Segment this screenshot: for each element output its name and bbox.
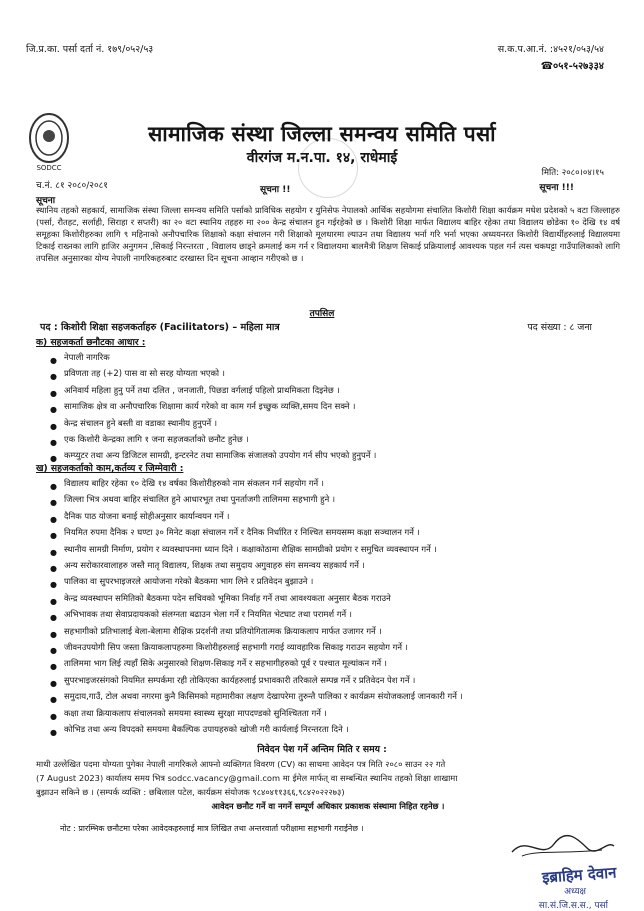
- bullet-icon: ●: [50, 646, 57, 656]
- bullet-icon: ●: [50, 728, 57, 738]
- bullet-icon: ●: [50, 372, 57, 382]
- phone-number: ☎०५१-५२७३३४: [540, 61, 604, 72]
- bullet-icon: ●: [50, 547, 57, 557]
- notice-date: मिति: २०८०।०४।१५: [541, 168, 604, 178]
- bullet-icon: ●: [50, 405, 57, 415]
- responsibilities-list: [50, 475, 463, 738]
- list-item-text: अन्य सरोकारवालाहरु जस्तै मातृ विद्यालय, शिक्षक तथा समुदाय अगुवाहरु संग समन्वय सहकार्य गर्ने ।: [64, 560, 365, 571]
- notice-title-left: सूचना: [36, 196, 56, 206]
- bullet-icon: ●: [50, 498, 57, 508]
- bullet-icon: ●: [50, 454, 57, 464]
- intro-paragraph: स्थानिय तहको सहकार्य, सामाजिक संस्था जिल्ला समन्वय समिति पर्साको प्राविधिक सहयोग र युनिसेफ नेपालको आर्थिक सहयोगमा संचालित किशोरी शिक्षा कार्यक्रम मधेश प्रदेशको ५ वटा जिल्लाहरु (पर्सा, रौतहट, सर्लाही, सिराहा र सप्तरी) का २० वटा स्थानिय तहहरु मा २०० केन्द्र संचालन हुन गईरहेको छ । किशोरी शिक्षा मार्फत विद्यालय बाहिर रहेका तथा विद्यालय छोडेका १० देखि १४ वर्ष समूहका किशोरीहरुका लागि ९ महिनाको अनौपचारिक शिक्षाको कक्षा संचालन गरी शिक्षाको मूलधारमा ल्याउन तथा विद्यालय भर्ना गरि भर्ना भएका अध्ययनरत किशोरी विद्यार्थीहरुलाई विद्यालयमा टिकाई राख्नका लागि हाजिर अनुगमन ,सिकाई निरन्तरता , विद्यालय छाड्ने क्रमलाई कम गर्न र विद्यालयमा बालमैत्री शिक्षण सिकाई प्रक्रियालाई आवश्यक पहल गर्न त्यस चकघट्टा गाउँपालिकाको लागि तपसिल अनुसारका योग्य नेपाली नागरिकहरुबाट दरखास्त दिन सूचना आव्हान गरीएको छ ।: [36, 205, 620, 263]
- list-item: [50, 524, 463, 540]
- list-item: [50, 721, 463, 737]
- list-item-text: एक किशोरी केन्द्रका लागि १ जना सहजकर्ताको छनौट हुनेछ ।: [64, 434, 249, 445]
- bullet-icon: ●: [50, 711, 57, 721]
- list-item-text: स्थानीय सामग्री निर्माण, प्रयोग र व्यवस्थापनमा ध्यान दिने । कक्षाकोठामा शैक्षिक सामग्रीको प्रयोग र समुचित व्यवस्थापन गर्ने ।: [64, 543, 437, 554]
- list-item: [50, 398, 376, 414]
- list-item-text: सामाजिक क्षेत्र वा अनौपचारिक शिक्षामा कार्य गरेको वा काम गर्न इच्छुक व्यक्ति,समय दिन सक्ने ।: [64, 401, 356, 412]
- bullet-icon: ●: [50, 564, 57, 574]
- list-item-text: विद्यालय बाहिर रहेका १० देखि १४ वर्षका किशोरीहरुको नाम संकलन गर्न सहयोग गर्ने ।: [64, 478, 324, 488]
- organization-address: वीरगंज म.न.पा. १४, राधेमाई: [246, 150, 398, 166]
- bullet-icon: ●: [50, 438, 57, 448]
- organization-name: सामाजिक संस्था जिल्ला समन्वय समिति पर्सा: [148, 122, 496, 146]
- reference-number: च.नं. ८१ २०८०/२०८१: [36, 181, 108, 191]
- list-item: [50, 557, 463, 573]
- note-text: नोट : प्रारम्भिक छनौटमा परेका आवेदकहरुलाई मात्र लिखित तथा अन्तरवार्ता परीक्षामा सहभागी गराईनेछ ।: [60, 824, 364, 833]
- list-item: [50, 705, 463, 721]
- bullet-icon: ●: [50, 695, 57, 705]
- list-item: [50, 415, 376, 431]
- deadline-line-3: बुझाउन सकिने छ । (सम्पर्क व्यक्ति : छबिलाल पटेल, कार्यक्रम संयोजक ९८४०४११३६६,९८४२०२२२७३): [36, 787, 345, 797]
- details-heading: तपसिल: [309, 309, 335, 319]
- bullet-icon: ●: [50, 629, 57, 639]
- list-item: [50, 573, 463, 589]
- list-item: [50, 590, 463, 606]
- list-item-text: दैनिक पाठ योजना बनाई सोहीअनुसार कार्यान्वयन गर्ने ।: [64, 510, 230, 521]
- list-item: [50, 606, 463, 622]
- signatory-name: इब्राहिम देवान: [541, 863, 617, 887]
- bullet-icon: ●: [50, 613, 57, 623]
- logo-text: SODCC: [36, 164, 62, 172]
- deadline-heading: निवेदन पेश गर्ने अन्तिम मिति र समय :: [257, 744, 387, 755]
- deadline-line-2: (7 August 2023) कार्यालय समय भित्र sodcc.vacancy@gmail.com मा ईमेल मार्फत् वा सम्बन्धित स्थानिय तहको शिक्षा शाखामा: [36, 773, 458, 783]
- list-item: [50, 508, 463, 524]
- list-item-text: केन्द्र व्यवस्थापन समितिको बैठकमा पदेन सचिवको भूमिका निर्वाह गर्ने तथा आवश्यकता अनुसार बैठक गराउने: [64, 592, 391, 603]
- list-item: [50, 688, 463, 704]
- list-item-text: कक्षा तथा क्रियाकलाप संचालनको समयमा स्वास्थ्य सुरक्षा मापदण्डको सुनिश्चितता गर्ने ।: [64, 707, 327, 718]
- list-item: [50, 491, 463, 507]
- bullet-icon: ●: [50, 388, 57, 398]
- list-item: [50, 655, 463, 671]
- signatory-title: अध्यक्ष: [564, 887, 586, 897]
- notice-title-right: सूचना !!!: [539, 183, 574, 193]
- registration-number-right: स.क.प.आ.नं. :४५२१/०५३/५४: [497, 44, 604, 55]
- list-item: [50, 541, 463, 557]
- registration-number-left: जि.प्र.का. पर्सा दर्ता नं. १७९/०५२/५३: [26, 44, 154, 55]
- list-item-text: तालिममा भाग लिई त्यहाँ सिके अनुसारको शिक्षण-सिकाइ गर्ने र सहभागीहरुको पूर्व र पश्चात मूल्यांकन गर्ने ।: [64, 658, 387, 669]
- list-item-text: अनिवार्य महिला हुनु पर्ने तथा दलित , जनजाती, पिछडा वर्गलाई पहिलो प्राथमिकता दिइनेछ ।: [64, 384, 340, 395]
- list-item-text: समुदाय,गाउँ, टोल अथवा नगरमा कुनै किसिमको महामारीका लक्षण देखापरेमा तुरुन्तै पालिका र कार्यक्रम संयोजकलाई जानकारी गर्ने ।: [64, 691, 463, 702]
- list-item: [50, 349, 376, 365]
- list-item: [50, 672, 463, 688]
- list-item-text: पालिका वा सुपरभाइजरले आयोजना गरेको बैठकमा भाग लिने र प्रतिवेदन बुझाउने ।: [64, 576, 314, 587]
- deadline-line-4: आवेदन छनौट गर्ने वा नगर्ने सम्पूर्ण अधिकार प्रकाशक संस्थामा निहित रहनेछ ।: [211, 801, 445, 811]
- post-title: पद : किशोरी शिक्षा सहजकर्ताहरु (Facilitators) – महिला मात्र: [40, 322, 280, 333]
- eligibility-list: [50, 349, 376, 464]
- list-item-text: कोभिड तथा अन्य विपदको समयमा बैकल्पिक उपायहरुको खोजी गरी कार्यलाई निरन्तरता दिने ।: [64, 724, 349, 735]
- bullet-icon: ●: [50, 531, 57, 541]
- list-item-text: सहभागीको प्रतिभालाई बेला-बेलामा शैक्षिक प्रदर्शनी तथा प्रतियोगितात्मक क्रियाकलाप मार्फत उजागर गर्ने ।: [64, 625, 382, 636]
- list-item-text: नेपाली नागरिक: [64, 352, 110, 362]
- deadline-paragraph: [36, 757, 620, 813]
- bullet-icon: ●: [50, 580, 57, 590]
- notice-title-center: सूचना !!: [260, 185, 291, 195]
- list-item-text: केन्द्र संचालन हुने बस्ती वा वडाका स्थानीय हुनुपर्ने ।: [64, 417, 218, 428]
- bullet-icon: ●: [50, 514, 57, 524]
- list-item-text: कम्प्युटर तथा अन्य डिजिटल सामग्री, इन्टरनेट तथा सामाजिक संजालको उपयोग गर्न सीप भएको हुनुपर्ने ।: [64, 450, 377, 461]
- bullet-icon: ●: [50, 356, 57, 365]
- bullet-icon: ●: [50, 662, 57, 672]
- list-item: [50, 382, 376, 398]
- list-item: [50, 639, 463, 655]
- list-item-text: नियमित रुपमा दैनिक २ घण्टा ३० मिनेट कक्षा संचालन गर्ने र दैनिक निर्धारित र निश्चित समयसम्म कक्षा सञ्चालन गर्ने ।: [64, 527, 420, 538]
- deadline-line-1: माथी उल्लेखित पदमा योग्यता पुगेका नेपाली नागरिकले आफ्नो व्यक्तिगत विवरण (CV) का साथमा आवेदन पत्र मिति २०८० साउन २२ गते: [36, 759, 446, 769]
- bullet-icon: ●: [50, 596, 57, 606]
- section-a-heading: क) सहजकर्ता छनौटका आधार :: [36, 337, 146, 348]
- list-item-text: जिल्ला भित्र अथवा बाहिर संचालित हुने आधारभूत तथा पुनर्ताजगी तालिममा सहभागी हुने ।: [64, 494, 336, 505]
- signatory-organization: सा.सं.जि.स.स., पर्सा: [538, 901, 608, 911]
- list-item: [50, 475, 463, 491]
- list-item-text: अभिभावक तथा सेवाप्रदायकको संलग्नता बढाउन भेला गर्ने र नियमित भेटघाट तथा परामर्श गर्ने ।: [64, 609, 352, 620]
- list-item-text: प्रविणता तह (+2) पास वा सो सरह योग्यता भएको ।: [64, 368, 225, 379]
- list-item: [50, 623, 463, 639]
- bullet-icon: ●: [50, 482, 57, 491]
- bullet-icon: ●: [50, 421, 57, 431]
- post-count: पद संख्या : ८ जना: [527, 322, 592, 333]
- list-item: [50, 365, 376, 381]
- list-item-text: सुपरभाइजरसंगको नियमित सम्पर्कमा रही तोकिएका कार्यहरुलाई प्रभावकारी तरिकाले सम्पन्न गर्ने र प्रतिवेदन पेश गर्ने ।: [64, 674, 416, 685]
- bullet-icon: ●: [50, 678, 57, 688]
- list-item: [50, 431, 376, 447]
- list-item-text: जीवनउपयोगी सिप जस्ता क्रियाकलापहरुमा किशोरीहरुलाई सहभागी गराई व्यावहारिक सिकाइ गराउन सहयोग गर्ने ।: [64, 642, 408, 653]
- section-b-heading: ख) सहजकर्ताको काम,कर्तव्य र जिम्मेवारी :: [36, 463, 184, 474]
